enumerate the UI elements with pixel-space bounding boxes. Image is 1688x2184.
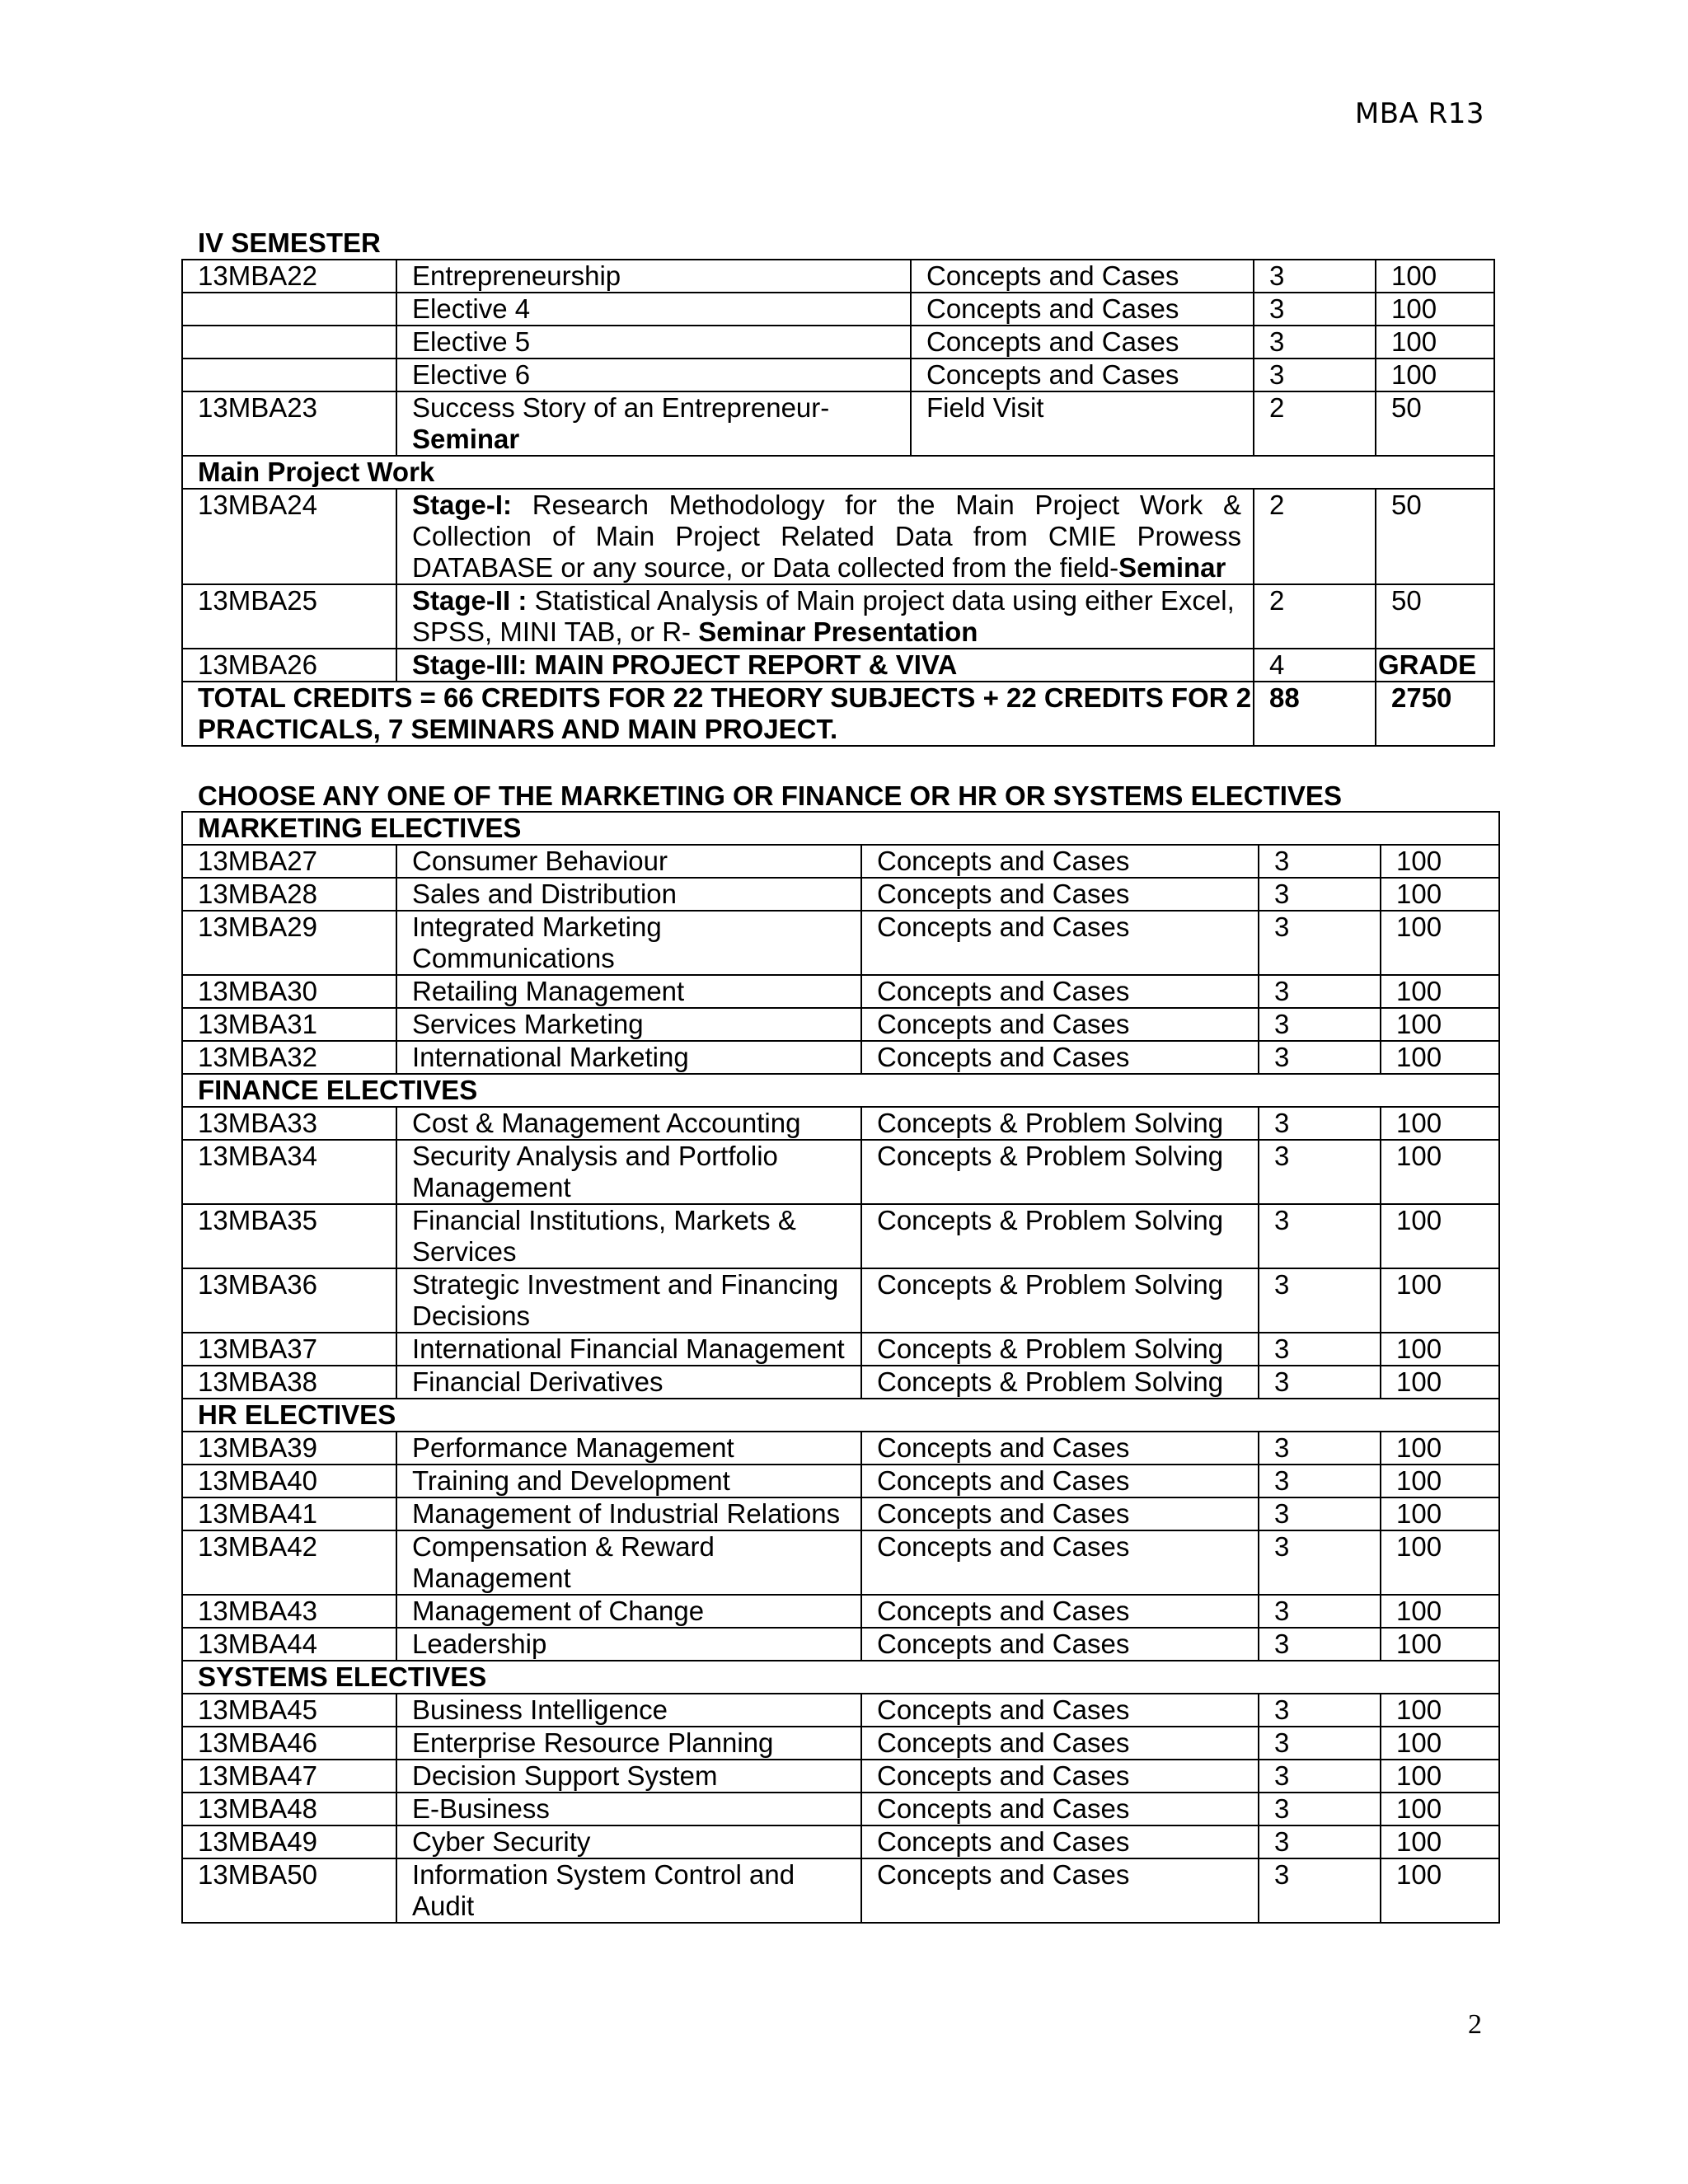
table-row [182,1465,1499,1497]
course-type: Concepts and Cases [861,1465,1259,1497]
subject-name: Enterprise Resource Planning [396,1727,861,1760]
course-type: Concepts and Cases [861,1530,1259,1595]
course-type: Concepts & Problem Solving [861,1204,1259,1268]
credits: 3 [1259,1333,1381,1366]
table-row [182,1008,1499,1041]
credits: 3 [1259,1694,1381,1727]
subject-name [396,391,911,456]
subject-name: Elective 6 [396,359,911,391]
course-code: 13MBA22 [182,260,396,293]
course-code: 13MBA25 [182,584,396,649]
marks: 100 [1381,1204,1499,1268]
course-code: 13MBA50 [182,1858,396,1923]
marks: 100 [1381,1041,1499,1074]
credits: 3 [1259,1825,1381,1858]
marks: 100 [1381,1465,1499,1497]
course-type: Concepts and Cases [861,1628,1259,1661]
course-type: Concepts and Cases [861,1497,1259,1530]
section-heading-row [182,1661,1499,1694]
table-row [182,326,1494,359]
credits: 3 [1259,1465,1381,1497]
credits: 3 [1259,1268,1381,1333]
subject-name: International Financial Management [396,1333,861,1366]
credits: 3 [1259,1530,1381,1595]
marks: 100 [1381,1140,1499,1204]
course-code: 13MBA43 [182,1595,396,1628]
subject-name: Security Analysis and Portfolio Management [396,1140,861,1204]
credits: 3 [1259,1628,1381,1661]
credits: 3 [1254,293,1376,326]
marks: 50 [1376,489,1494,584]
page-number: 2 [1468,2009,1482,2040]
table-row [182,1727,1499,1760]
subject-name: Retailing Management [396,975,861,1008]
subject-name: Management of Industrial Relations [396,1497,861,1530]
table-row [182,260,1494,293]
marks: 100 [1381,878,1499,911]
subject-name: Information System Control and Audit [396,1858,861,1923]
course-type: Concepts & Problem Solving [861,1268,1259,1333]
marks: 100 [1376,293,1494,326]
course-code: 13MBA34 [182,1140,396,1204]
subject-name: International Marketing [396,1041,861,1074]
table-row [182,1793,1499,1825]
table-row [182,1333,1499,1366]
course-type: Concepts and Cases [861,1858,1259,1923]
marks: 100 [1381,1793,1499,1825]
subject-name: Financial Institutions, Markets & Services [396,1204,861,1268]
course-code: 13MBA39 [182,1432,396,1465]
stage-bold-text: Seminar Presentation [698,616,978,647]
elective-group-heading: MARKETING ELECTIVES [182,812,1499,845]
table-row [182,1825,1499,1858]
course-code: 13MBA45 [182,1694,396,1727]
credits: 3 [1259,1366,1381,1399]
stage-text: Research Methodology for the Main Project Work & Collection of Main Project Related Data from CMIE Prowess DATABASE or any source, or Data collected from the field- [412,490,1241,583]
subject-name: Strategic Investment and Financing Decisions [396,1268,861,1333]
electives-title: CHOOSE ANY ONE OF THE MARKETING OR FINANCE OR HR OR SYSTEMS ELECTIVES [198,780,1342,811]
marks: 50 [1376,391,1494,456]
course-code: 13MBA30 [182,975,396,1008]
credits: 3 [1259,911,1381,975]
course-code [182,293,396,326]
project-stage-description [396,584,1254,649]
course-type: Concepts and Cases [911,359,1254,391]
subject-name: Sales and Distribution [396,878,861,911]
marks: 100 [1381,1107,1499,1140]
credits: 3 [1254,359,1376,391]
course-code: 13MBA29 [182,911,396,975]
semester-title: IV SEMESTER [198,227,381,258]
course-type: Concepts & Problem Solving [861,1140,1259,1204]
electives-table-body [182,812,1499,1923]
marks: 100 [1381,845,1499,878]
credits: 3 [1259,1497,1381,1530]
project-heading: Main Project Work [182,456,1494,489]
course-code: 13MBA32 [182,1041,396,1074]
credits: 4 [1254,649,1376,682]
course-code: 13MBA28 [182,878,396,911]
table-row [182,1497,1499,1530]
course-code: 13MBA36 [182,1268,396,1333]
semester-table-body [182,260,1494,746]
credits: 3 [1259,845,1381,878]
credits: 3 [1259,1793,1381,1825]
credits: 3 [1259,1107,1381,1140]
subject-name: Management of Change [396,1595,861,1628]
credits: 3 [1259,1008,1381,1041]
course-code: 13MBA37 [182,1333,396,1366]
subject-name: Cyber Security [396,1825,861,1858]
course-type: Concepts and Cases [861,1825,1259,1858]
subject-name: Training and Development [396,1465,861,1497]
marks: 100 [1381,1432,1499,1465]
section-heading-row [182,1074,1499,1107]
course-type: Concepts and Cases [911,293,1254,326]
elective-group-heading: SYSTEMS ELECTIVES [182,1661,1499,1694]
table-row [182,1432,1499,1465]
table-row [182,911,1499,975]
course-code [182,326,396,359]
table-row [182,1140,1499,1204]
semester-table [181,259,1495,747]
table-row [182,391,1494,456]
course-type: Concepts and Cases [861,1793,1259,1825]
course-code: 13MBA35 [182,1204,396,1268]
marks: 100 [1381,1366,1499,1399]
marks: 100 [1381,911,1499,975]
table-row [182,1595,1499,1628]
subject-name: Consumer Behaviour [396,845,861,878]
credits: 2 [1254,584,1376,649]
table-row [182,1041,1499,1074]
credits: 3 [1259,1858,1381,1923]
table-row [182,845,1499,878]
subject-name: Financial Derivatives [396,1366,861,1399]
table-row [182,359,1494,391]
course-type: Concepts and Cases [861,1595,1259,1628]
course-type: Concepts and Cases [861,1008,1259,1041]
course-type: Concepts & Problem Solving [861,1333,1259,1366]
course-type: Concepts and Cases [861,1432,1259,1465]
course-type: Concepts & Problem Solving [861,1366,1259,1399]
table-row [182,1694,1499,1727]
course-code: 13MBA40 [182,1465,396,1497]
table-row [182,293,1494,326]
credits: 2 [1254,489,1376,584]
stage-bold-text: Seminar [1118,552,1226,583]
marks: 100 [1381,1694,1499,1727]
stage-text: Statistical Analysis of Main project data using either Excel, SPSS, MINI TAB, or R- [412,585,1235,647]
marks: 100 [1381,1858,1499,1923]
table-row [182,878,1499,911]
marks: 100 [1381,1333,1499,1366]
credits: 3 [1259,1727,1381,1760]
elective-group-heading: HR ELECTIVES [182,1399,1499,1432]
stage-label: Stage-II : [412,585,528,616]
total-row [182,682,1494,746]
course-code: 13MBA33 [182,1107,396,1140]
table-row [182,1204,1499,1268]
course-type: Concepts and Cases [861,1727,1259,1760]
marks: 100 [1376,326,1494,359]
subject-name: Services Marketing [396,1008,861,1041]
total-marks: 2750 [1376,682,1494,746]
credits: 2 [1254,391,1376,456]
table-row [182,489,1494,584]
subject-name: Integrated Marketing Communications [396,911,861,975]
marks: GRADE [1376,649,1494,682]
credits: 3 [1259,1432,1381,1465]
subject-name: Elective 4 [396,293,911,326]
credits: 3 [1259,1760,1381,1793]
project-stage-description [396,489,1254,584]
marks: 100 [1376,359,1494,391]
course-code [182,359,396,391]
course-code: 13MBA31 [182,1008,396,1041]
course-code: 13MBA38 [182,1366,396,1399]
table-row [182,1628,1499,1661]
course-type: Concepts and Cases [861,1041,1259,1074]
course-code: 13MBA49 [182,1825,396,1858]
course-code: 13MBA42 [182,1530,396,1595]
stage-label: Stage-I: [412,490,513,520]
marks: 50 [1376,584,1494,649]
table-row [182,1268,1499,1333]
course-type: Concepts & Problem Solving [861,1107,1259,1140]
marks: 100 [1381,1008,1499,1041]
subject-name: Cost & Management Accounting [396,1107,861,1140]
elective-group-heading: FINANCE ELECTIVES [182,1074,1499,1107]
table-row [182,584,1494,649]
credits: 3 [1259,1041,1381,1074]
course-code: 13MBA27 [182,845,396,878]
table-row [182,1530,1499,1595]
course-code: 13MBA47 [182,1760,396,1793]
course-code: 13MBA44 [182,1628,396,1661]
course-type: Concepts and Cases [861,845,1259,878]
marks: 100 [1381,1595,1499,1628]
table-row [182,649,1494,682]
credits: 3 [1259,1595,1381,1628]
subject-name: E-Business [396,1793,861,1825]
course-code: 13MBA24 [182,489,396,584]
subject-name: Performance Management [396,1432,861,1465]
course-type: Concepts and Cases [911,260,1254,293]
electives-table [181,811,1500,1924]
credits: 3 [1254,260,1376,293]
total-credits: 88 [1254,682,1376,746]
marks: 100 [1381,1825,1499,1858]
marks: 100 [1381,975,1499,1008]
subject-bold-text: Seminar [412,424,520,454]
course-code: 13MBA48 [182,1793,396,1825]
credits: 3 [1259,975,1381,1008]
stage-label: Stage-III: MAIN PROJECT REPORT & VIVA [412,649,958,680]
course-code: 13MBA41 [182,1497,396,1530]
project-stage-description [396,649,1254,682]
table-row [182,1107,1499,1140]
section-heading-row [182,456,1494,489]
marks: 100 [1381,1727,1499,1760]
course-type: Concepts and Cases [861,975,1259,1008]
subject-name: Elective 5 [396,326,911,359]
marks: 100 [1381,1497,1499,1530]
course-code: 13MBA26 [182,649,396,682]
section-heading-row [182,812,1499,845]
subject-name: Business Intelligence [396,1694,861,1727]
course-type: Concepts and Cases [861,878,1259,911]
marks: 100 [1381,1530,1499,1595]
credits: 3 [1259,1204,1381,1268]
table-row [182,975,1499,1008]
marks: 100 [1381,1760,1499,1793]
course-type: Concepts and Cases [861,1760,1259,1793]
course-type: Concepts and Cases [861,911,1259,975]
course-code: 13MBA46 [182,1727,396,1760]
course-type: Concepts and Cases [861,1694,1259,1727]
subject-name: Compensation & Reward Management [396,1530,861,1595]
credits: 3 [1259,878,1381,911]
marks: 100 [1381,1628,1499,1661]
credits: 3 [1259,1140,1381,1204]
credits: 3 [1254,326,1376,359]
document-id: MBA R13 [1354,97,1484,130]
subject-text: Success Story of an Entrepreneur- [412,392,830,423]
course-type: Field Visit [911,391,1254,456]
course-code: 13MBA23 [182,391,396,456]
table-row [182,1760,1499,1793]
total-label: TOTAL CREDITS = 66 CREDITS FOR 22 THEORY SUBJECTS + 22 CREDITS FOR 2 PRACTICALS, 7 SEMINARS AND MAIN PROJECT. [182,682,1254,746]
table-row [182,1858,1499,1923]
marks: 100 [1376,260,1494,293]
section-heading-row [182,1399,1499,1432]
subject-name: Decision Support System [396,1760,861,1793]
table-row [182,1366,1499,1399]
marks: 100 [1381,1268,1499,1333]
subject-name: Leadership [396,1628,861,1661]
course-type: Concepts and Cases [911,326,1254,359]
subject-name: Entrepreneurship [396,260,911,293]
